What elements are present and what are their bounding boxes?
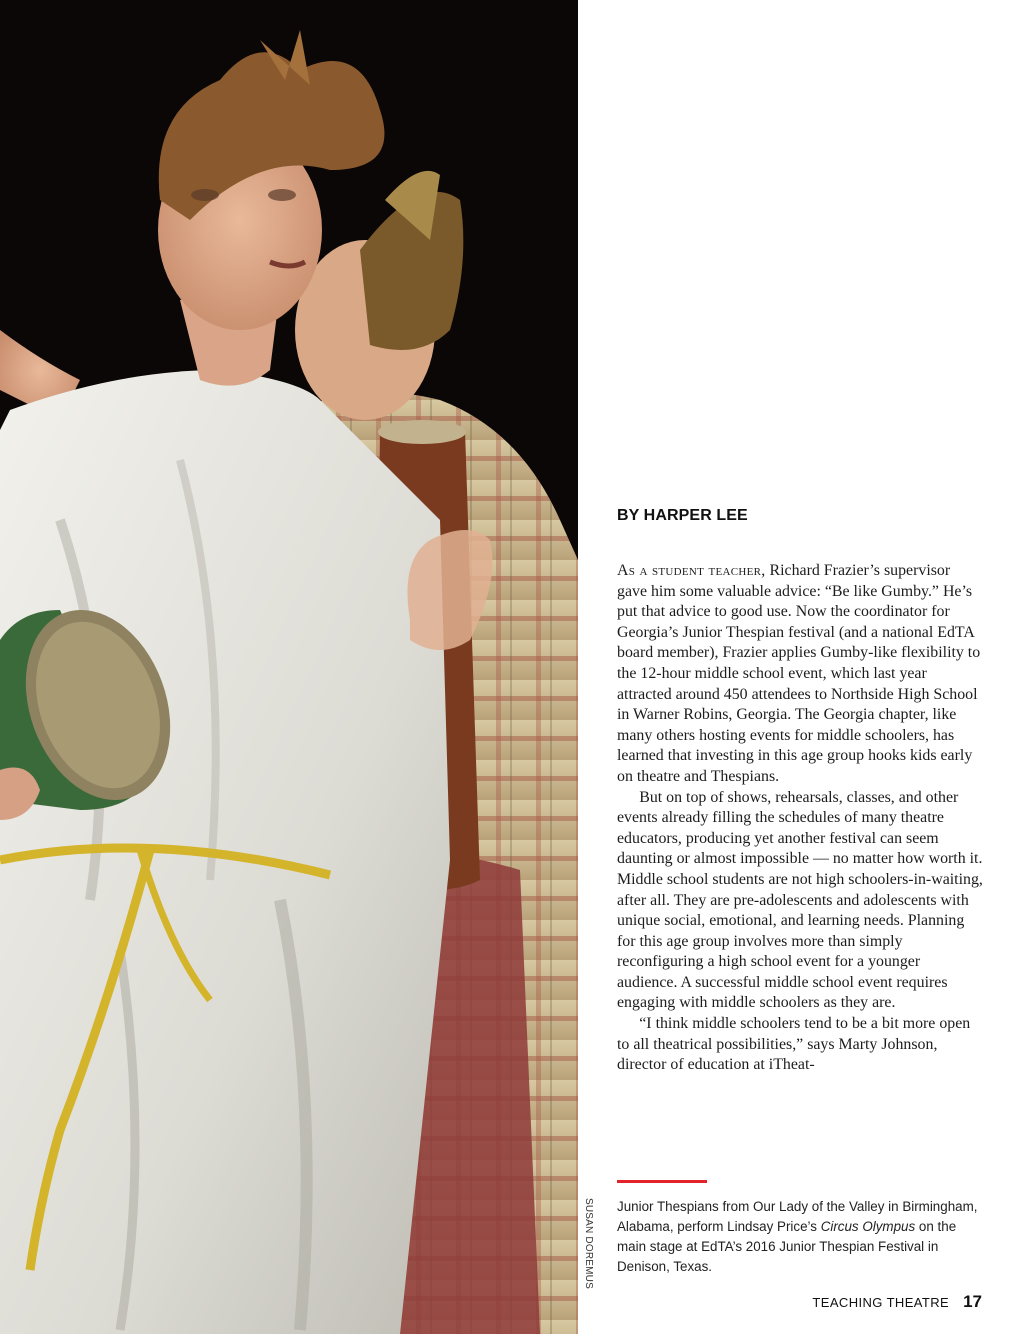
paragraph-2: But on top of shows, rehearsals, classes, and other events already filling the schedules of many theatre educators, producing yet another festival can seem daunting or almost impossible — no matter how worth it. Middle school students are not high schoolers-in-waiting, after all. They are pre-adolescents and adolescents with unique social, emotional, and learning needs. Planning for this age group involves more than simply reconfiguring a high school event for a younger audience. A successful middle school event requires engaging with middle schoolers as they are. <box>617 788 983 1012</box>
photo-credit: SUSAN DOREMUS <box>583 1198 594 1289</box>
paragraph-1 <box>617 561 983 788</box>
lead-in: As a student teacher, <box>617 562 766 579</box>
caption-text-after: on the main stage at EdTA’s 2016 Junior Thespian Festival in Denison, Texas. <box>617 1219 957 1274</box>
page-footer <box>812 1292 982 1312</box>
paragraph-1-text: Richard Frazier’s supervisor gave him some valuable advice: “Be like Gumby.” He’s put that advice to good use. Now the coordinator for Georgia’s Junior Thespian festival (and a national EdTA board member), Frazier applies Gumby-like flexibility to the 12-hour middle school event, which last year attracted around 450 attendees to Northside High School in Warner Robins, Georgia. The Georgia chapter, like many others hosting events for middle schoolers, has learned that investing in this age group hooks kids early on theatre and Thespians. <box>617 562 981 785</box>
page-number: 17 <box>963 1292 982 1311</box>
caption-play-title: Circus Olympus <box>820 1219 916 1234</box>
photo-caption <box>617 1197 983 1277</box>
article-body <box>617 561 983 1076</box>
magazine-name: TEACHING THEATRE <box>812 1295 950 1310</box>
caption-text-before: Junior Thespians from Our Lady of the Valley in Birmingham, Alabama, perform Lindsay Price’s <box>617 1199 978 1234</box>
byline: BY HARPER LEE <box>617 507 748 524</box>
paragraph-3: “I think middle schoolers tend to be a bit more open to all theatrical possibilities,” says Marty Johnson, director of education at iTheat- <box>617 1015 971 1074</box>
caption-rule <box>617 1180 707 1183</box>
